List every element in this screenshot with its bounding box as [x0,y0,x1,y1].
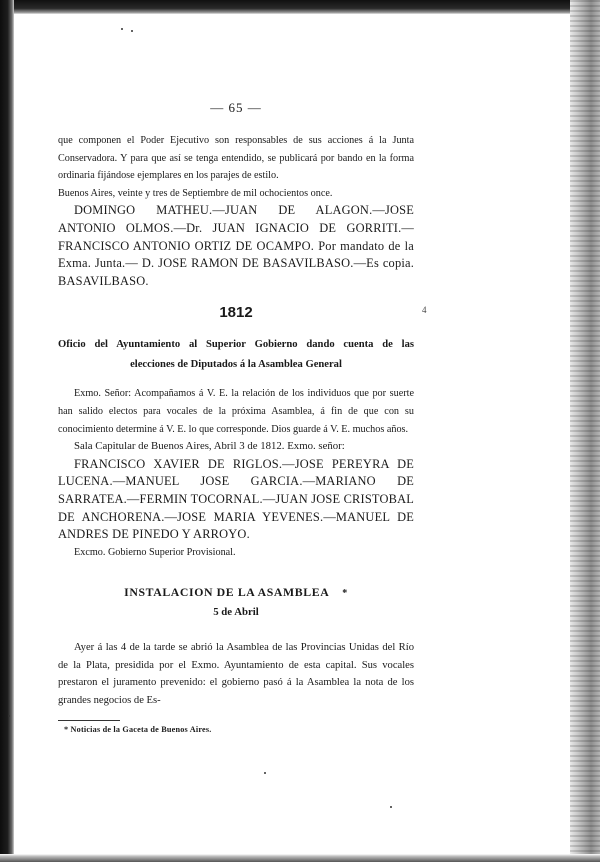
signatures-junta: DOMINGO MATHEU.—JUAN DE ALAGON.—JOSE ANTONIO OLMOS.—Dr. JUAN IGNACIO DE GORRITI.—FRANCISCO ANTONIO ORTIZ DE OCAMPO. Por mandato de la Exma. Junta.— D. JOSE RAMON DE BASAVILBASO.—Es copia. BASAVILBASO. [58,203,414,288]
signatures-ayuntamiento: FRANCISCO XAVIER DE RIGLOS.—JOSE PEREYRA DE LUCENA.—MANUEL JOSE GARCIA.—MARIANO DE SARRATEA.—FERMIN TOCORNAL.—JUAN JOSE CRISTOBAL DE ANCHORENA.—JOSE MARIA YEVENES.—MANUEL DE ANDRES DE PINEDO Y ARROYO. [58,456,414,542]
section-title [58,583,414,603]
section-date: 5 de Abril [213,606,259,619]
oficio-title-line1: Oficio del Ayuntamiento al Superior Gobierno dando cuenta de las [58,339,414,351]
scan-border-top [0,0,600,14]
document-page [58,100,414,734]
margin-mark: 4 [422,305,427,315]
scan-speck [264,772,266,774]
paragraph-decree-end: que componen el Poder Ejecutivo son responsables de sus acciones á la Junta Conservadora. Y para que así se tenga entendido, se publicará por bando en la forma ordinaria fijándose ejemplares en los parajes de estilo. [58,135,414,182]
footnote: * Noticias de la Gaceta de Buenos Aires. [64,724,212,734]
paragraph-gobierno: Excmo. Gobierno Superior Provisional. [74,546,236,558]
scan-border-left [0,0,14,862]
oficio-title-line2: elecciones de Diputados á la Asamblea General [130,359,342,371]
paragraph-asamblea: Ayer á las 4 de la tarde se abrió la Asamblea de las Provincias Unidas del Río de la Plata, presidida por el Exmo. Ayuntamiento de esta capital. Sus vocales prestaron el juramento prevenido: el gobierno pasó á la Asamblea la nota de los grandes negocios de Es- [58,642,414,707]
page-number: — 65 — [210,100,262,115]
section-title-text: INSTALACION DE LA ASAMBLEA [124,585,329,600]
year-heading: 1812 [219,304,253,322]
scan-border-bottom [0,854,600,862]
paragraph-date: Buenos Aires, veinte y tres de Septiembre de mil ochocientos once. [58,187,333,199]
footnote-marker: * [342,588,348,600]
scan-speck [8,715,10,717]
scan-speck [121,28,123,30]
paragraph-oficio: Exmo. Señor: Acompañamos á V. E. la relación de los individuos que por suerte han salido electos para vocales de la próxima Asamblea, á fin de que con su conocimiento determine á V. E. lo que corresponde. Dios guarde á V. E. muchos años. [58,388,414,435]
scan-speck [390,806,392,808]
scan-border-right [570,0,600,862]
footnote-rule [58,720,120,721]
paragraph-sala-capitular: Sala Capitular de Buenos Aires, Abril 3 de 1812. Exmo. señor: [74,440,345,453]
scan-speck [131,30,133,32]
